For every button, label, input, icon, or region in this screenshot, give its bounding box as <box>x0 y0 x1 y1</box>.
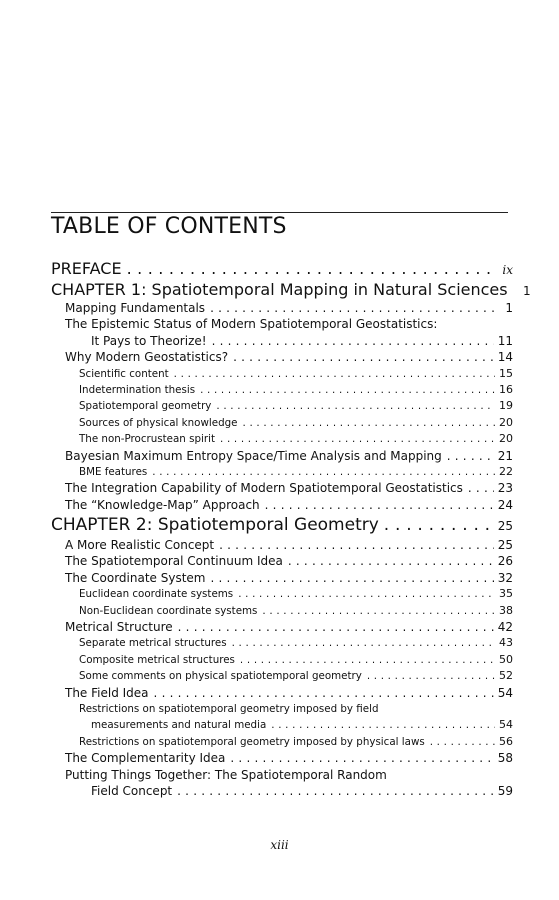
toc-entry <box>51 497 513 513</box>
dot-leader <box>152 464 495 480</box>
toc-entry-page: 15 <box>499 366 513 380</box>
dot-leader <box>288 553 494 569</box>
toc-entry <box>51 701 513 717</box>
toc-entry-title: Putting Things Together: The Spatiotemporal Random <box>65 767 387 782</box>
toc-entry <box>51 349 513 365</box>
toc-entry <box>51 300 513 316</box>
toc-entry <box>51 652 513 668</box>
dot-leader <box>430 734 495 750</box>
toc-entry-title: Euclidean coordinate systems <box>79 588 234 601</box>
dot-leader <box>265 497 494 513</box>
toc-entry-title: Some comments on physical spatiotemporal geometry <box>79 670 362 683</box>
dot-leader <box>262 603 495 619</box>
table-of-contents <box>51 258 531 799</box>
toc-entry-title: CHAPTER 2: Spatiotemporal Geometry <box>51 515 379 536</box>
toc-entry <box>51 553 513 569</box>
dot-leader <box>447 448 494 464</box>
toc-entry <box>51 537 513 553</box>
toc-entry-title: Restrictions on spatiotemporal geometry imposed by field <box>79 702 379 715</box>
dot-leader <box>219 537 494 553</box>
toc-entry-page: 58 <box>497 751 513 766</box>
toc-entry-title: The Complementarity Idea <box>65 751 226 766</box>
toc-entry <box>51 464 513 480</box>
toc-entry-title: Field Concept <box>91 783 173 798</box>
toc-entry <box>51 431 513 447</box>
dot-leader <box>367 668 495 684</box>
dot-leader <box>243 415 495 431</box>
toc-entry <box>51 448 513 464</box>
toc-entry <box>51 415 513 431</box>
toc-entry-page: 54 <box>497 685 513 700</box>
toc-entry <box>51 279 531 300</box>
toc-entry-title: Composite metrical structures <box>79 653 235 666</box>
toc-entry-page: 20 <box>499 432 513 446</box>
toc-entry-page: 38 <box>499 603 513 617</box>
toc-entry-title: Non-Euclidean coordinate systems <box>79 604 258 617</box>
toc-entry-page: 32 <box>497 570 513 585</box>
toc-entry <box>51 717 513 733</box>
toc-entry-title: PREFACE <box>51 259 122 278</box>
toc-entry-page: 52 <box>499 669 513 683</box>
toc-entry <box>51 586 513 602</box>
toc-entry <box>51 767 513 783</box>
toc-entry-title: Why Modern Geostatistics? <box>65 350 229 365</box>
toc-entry-title: The Coordinate System <box>65 570 206 585</box>
toc-entry-title: The Field Idea <box>65 685 149 700</box>
dot-leader <box>174 366 495 382</box>
toc-entry-page: 1 <box>505 301 513 315</box>
heading-rule <box>51 212 508 213</box>
toc-entry <box>51 366 513 382</box>
dot-leader <box>216 398 495 414</box>
dot-leader <box>468 480 494 496</box>
toc-entry-page: ix <box>502 263 513 277</box>
toc-entry <box>51 513 513 537</box>
dot-leader <box>230 750 493 766</box>
dot-leader <box>210 300 495 316</box>
toc-entry-page: 22 <box>499 464 513 478</box>
toc-entry <box>51 619 513 635</box>
toc-entry-page: 50 <box>499 652 513 666</box>
toc-entry <box>51 734 513 750</box>
toc-entry-page: 26 <box>497 554 513 569</box>
page-title: TABLE OF CONTENTS <box>51 214 287 239</box>
toc-entry-title: Separate metrical structures <box>79 637 227 650</box>
page-number: xiii <box>270 838 289 852</box>
toc-entry-page: 21 <box>497 448 513 463</box>
toc-entry-title: Metrical Structure <box>65 620 173 635</box>
toc-entry-title: Scientific content <box>79 367 169 380</box>
toc-entry-page: 20 <box>499 415 513 429</box>
toc-entry <box>51 480 513 496</box>
toc-entry-page: 54 <box>499 718 513 732</box>
dot-leader <box>200 382 495 398</box>
dot-leader <box>210 570 493 586</box>
toc-entry-title: The Epistemic Status of Modern Spatiotemporal Geostatistics: <box>65 317 438 332</box>
toc-entry <box>51 603 513 619</box>
dot-leader <box>240 652 495 668</box>
toc-entry-title: The Spatiotemporal Continuum Idea <box>65 554 283 569</box>
toc-entry-title: A More Realistic Concept <box>65 538 215 553</box>
dot-leader <box>233 349 494 365</box>
toc-entry-page: 42 <box>497 620 513 635</box>
toc-entry-title: BME features <box>79 465 148 478</box>
toc-entry-title: Bayesian Maximum Entropy Space/Time Analysis and Mapping <box>65 448 442 463</box>
toc-entry <box>51 333 513 349</box>
dot-leader <box>271 717 495 733</box>
toc-entry-title: Sources of physical knowledge <box>79 416 238 429</box>
dot-leader <box>384 513 494 537</box>
toc-entry-page: 23 <box>497 481 513 496</box>
dot-leader <box>154 685 494 701</box>
toc-entry <box>51 783 513 799</box>
toc-entry-title: Spatiotemporal geometry <box>79 400 212 413</box>
dot-leader <box>127 258 495 279</box>
toc-entry-page: 24 <box>497 497 513 512</box>
toc-entry-title: The non-Procrustean spirit <box>79 433 215 446</box>
dot-leader <box>220 431 495 447</box>
toc-entry-title: It Pays to Theorize! <box>91 333 207 348</box>
toc-entry-title: CHAPTER 1: Spatiotemporal Mapping in Natural Sciences <box>51 280 508 299</box>
toc-entry-title: The “Knowledge-Map” Approach <box>65 497 260 512</box>
toc-entry-page: 14 <box>497 350 513 365</box>
toc-entry <box>51 668 513 684</box>
toc-entry-page: 59 <box>497 783 513 798</box>
toc-entry <box>51 258 513 279</box>
dot-leader <box>238 586 495 602</box>
toc-entry <box>51 570 513 586</box>
toc-entry <box>51 398 513 414</box>
toc-entry-title: Restrictions on spatiotemporal geometry imposed by physical laws <box>79 735 425 748</box>
toc-entry-page: 43 <box>499 636 513 650</box>
toc-entry-title: Indetermination thesis <box>79 383 196 396</box>
dot-leader <box>178 619 494 635</box>
toc-entry-page: 25 <box>497 538 513 553</box>
toc-entry-title: The Integration Capability of Modern Spatiotemporal Geostatistics <box>65 481 463 496</box>
toc-entry-page: 19 <box>499 399 513 413</box>
toc-entry-page: 16 <box>499 382 513 396</box>
toc-entry-title: measurements and natural media <box>91 719 267 732</box>
toc-entry-page: 11 <box>497 333 513 348</box>
toc-entry-page: 56 <box>499 734 513 748</box>
toc-entry <box>51 750 513 766</box>
toc-entry-title: Mapping Fundamentals <box>65 301 206 315</box>
dot-leader <box>177 783 494 799</box>
toc-entry-page: 35 <box>499 587 513 601</box>
toc-entry <box>51 685 513 701</box>
toc-entry <box>51 635 513 651</box>
toc-entry-page: 1 <box>522 284 531 298</box>
dot-leader <box>212 333 494 349</box>
dot-leader <box>232 635 495 651</box>
toc-entry <box>51 382 513 398</box>
toc-entry-page: 25 <box>497 519 513 534</box>
toc-entry <box>51 316 513 332</box>
